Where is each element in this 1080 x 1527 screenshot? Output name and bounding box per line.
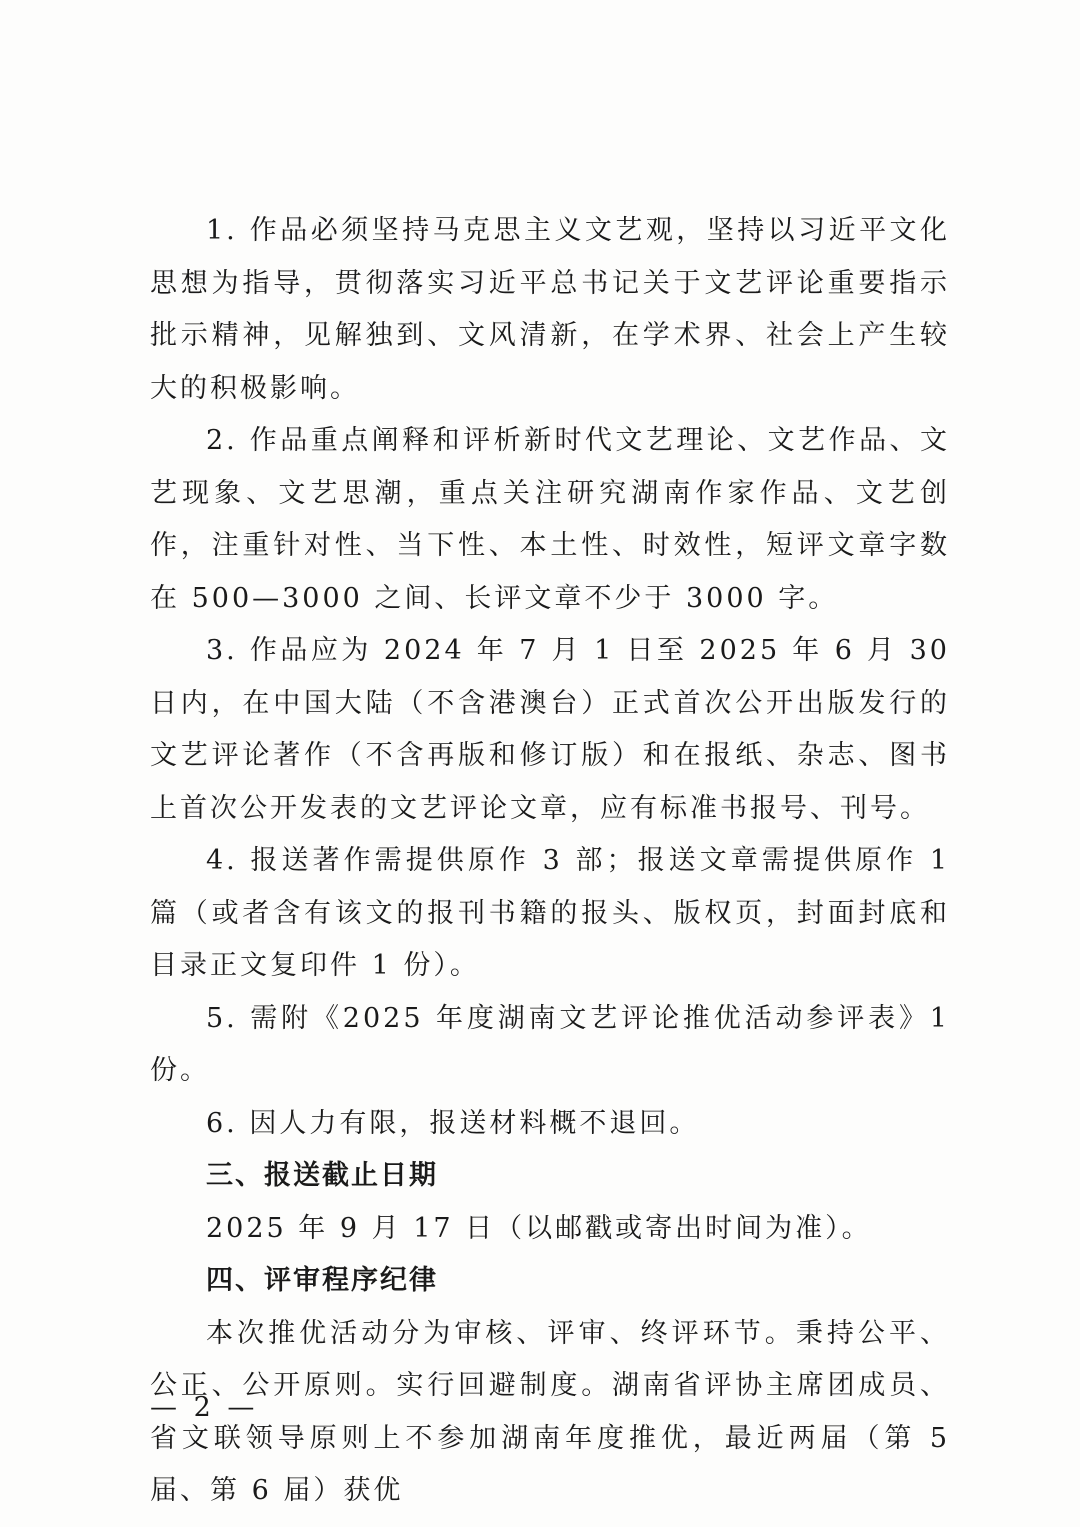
requirement-2: 2. 作品重点阐释和评析新时代文艺理论、文艺作品、文艺现象、文艺思潮，重点关注研究湖南作家作品、文艺创作，注重针对性、当下性、本土性、时效性，短评文章字数在 500—3000 之间、长评文章不少于 3000 字。: [150, 425, 950, 614]
section-4-text: 本次推优活动分为审核、评审、终评环节。秉持公平、公正、公开原则。实行回避制度。湖南省评协主席团成员、省文联领导原则上不参加湖南年度推优，最近两届（第 5 届、第 6 届）获优: [150, 1317, 950, 1506]
requirement-3: 3. 作品应为 2024 年 7 月 1 日至 2025 年 6 月 30 日内，在中国大陆（不含港澳台）正式首次公开出版发行的文艺评论著作（不含再版和修订版）和在报纸、杂志、图书上首次公开发表的文艺评论文章，应有标准书报号、刊号。: [150, 635, 950, 824]
requirement-6: 6. 因人力有限，报送材料概不退回。: [206, 1107, 700, 1139]
page-number: — 2 —: [150, 1392, 259, 1423]
section-3-text: 2025 年 9 月 17 日（以邮戳或寄出时间为准）。: [206, 1212, 872, 1244]
requirement-5: 5. 需附《2025 年度湖南文艺评论推优活动参评表》1 份。: [150, 1002, 950, 1086]
section-3-heading: 三、报送截止日期: [206, 1160, 438, 1191]
requirement-1: 1. 作品必须坚持马克思主义文艺观，坚持以习近平文化思想为指导，贯彻落实习近平总书记关于文艺评论重要指示批示精神，见解独到、文风清新，在学术界、社会上产生较大的积极影响。: [150, 215, 950, 404]
section-4-heading: 四、评审程序纪律: [206, 1265, 438, 1296]
document-body: [150, 205, 950, 1518]
requirement-4: 4. 报送著作需提供原作 3 部；报送文章需提供原作 1 篇（或者含有该文的报刊书籍的报头、版权页，封面封底和目录正文复印件 1 份）。: [150, 845, 950, 981]
